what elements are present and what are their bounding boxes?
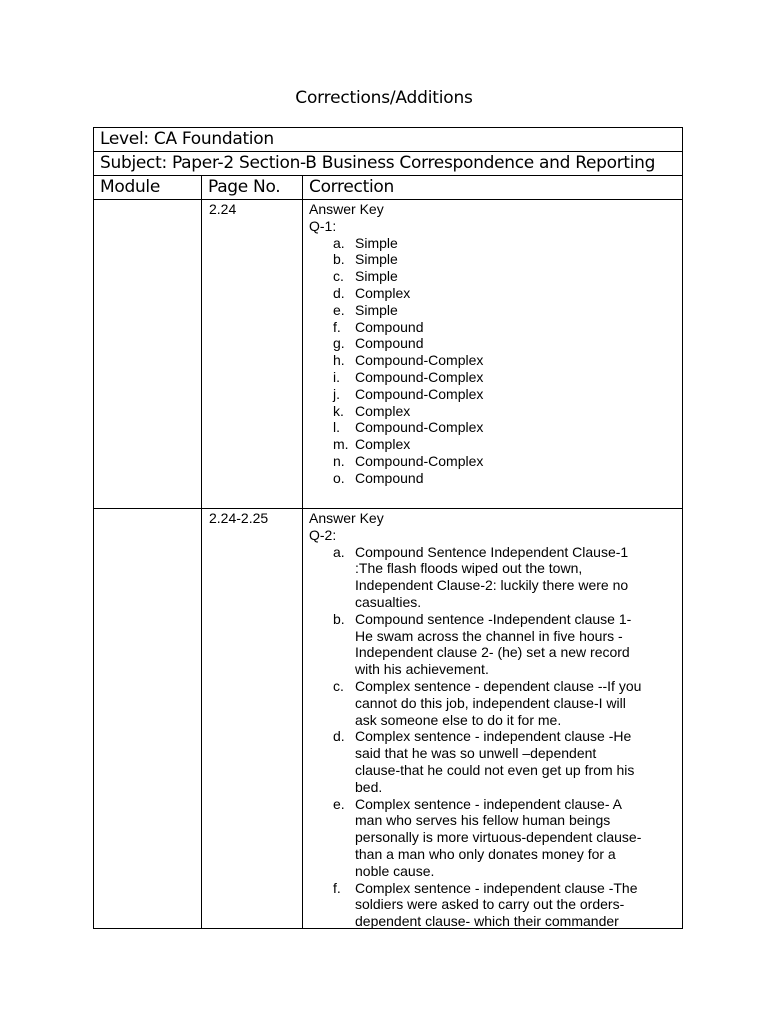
list-item bbox=[309, 728, 682, 795]
page-cell: 2.24-2.25 bbox=[202, 509, 303, 928]
list-item bbox=[309, 436, 682, 453]
answer-key-heading: Answer Key bbox=[309, 510, 384, 526]
item-text: Complex bbox=[355, 402, 411, 419]
list-item bbox=[309, 335, 682, 352]
list-item bbox=[309, 352, 682, 369]
item-text: Complex bbox=[355, 436, 411, 453]
list-item bbox=[309, 611, 682, 678]
list-item bbox=[309, 302, 682, 319]
list-item bbox=[309, 403, 682, 420]
page-cell: 2.24 bbox=[202, 200, 303, 508]
item-label: e. bbox=[333, 301, 345, 318]
list-item bbox=[309, 235, 682, 252]
list-item bbox=[309, 386, 682, 403]
list-item bbox=[309, 453, 682, 470]
item-text: Compound-Complex bbox=[355, 452, 484, 469]
list-item bbox=[309, 268, 682, 285]
item-text: Compound-Complex bbox=[355, 352, 484, 369]
list-item bbox=[309, 544, 682, 611]
list-item bbox=[309, 251, 682, 268]
item-label: c. bbox=[333, 268, 344, 285]
list-item bbox=[309, 419, 682, 436]
item-label: m. bbox=[333, 436, 349, 453]
item-label: a. bbox=[333, 234, 345, 251]
item-text: Compound-Complex bbox=[355, 385, 484, 402]
question-label: Q-2: bbox=[309, 526, 337, 543]
item-label: i. bbox=[333, 368, 340, 385]
item-text: Complex sentence - independent clause -He said that he was so unwell –dependent clause-that he could not even get up from his bed. bbox=[355, 728, 635, 795]
item-label: l. bbox=[333, 419, 340, 436]
column-header-page: Page No. bbox=[202, 176, 303, 199]
item-text: Simple bbox=[355, 268, 398, 285]
item-text: Compound-Complex bbox=[355, 419, 484, 436]
list-item bbox=[309, 319, 682, 336]
item-text: Complex sentence - independent clause- A man who serves his fellow human beings personally is more virtuous-dependent clause- than a man who only donates money for a noble cause. bbox=[355, 795, 642, 879]
level-row: Level: CA Foundation bbox=[94, 128, 682, 152]
column-header-correction: Correction bbox=[309, 177, 394, 197]
item-label: b. bbox=[333, 251, 345, 268]
item-text: Simple bbox=[355, 234, 398, 251]
question-label: Q-1: bbox=[309, 217, 337, 234]
table-row bbox=[94, 200, 682, 509]
item-label: h. bbox=[333, 352, 345, 369]
module-cell bbox=[94, 509, 202, 928]
answer-key-heading: Answer Key bbox=[309, 201, 384, 217]
item-label: j. bbox=[333, 385, 340, 402]
table-row bbox=[94, 509, 682, 928]
item-label: c. bbox=[333, 677, 344, 694]
column-header-row bbox=[94, 176, 682, 200]
corrections-table bbox=[93, 127, 683, 929]
answer-list bbox=[309, 544, 682, 930]
item-label: d. bbox=[333, 728, 345, 745]
item-label: a. bbox=[333, 543, 345, 560]
item-text: Simple bbox=[355, 301, 398, 318]
item-label: d. bbox=[333, 284, 345, 301]
item-text: Compound-Complex bbox=[355, 368, 484, 385]
item-text: Complex sentence - dependent clause --If you cannot do this job, independent clause-I will ask someone else to do it for me. bbox=[355, 677, 642, 728]
correction-cell bbox=[303, 509, 682, 928]
list-item bbox=[309, 678, 682, 728]
list-item bbox=[309, 470, 682, 487]
item-label: f. bbox=[333, 879, 341, 896]
item-text: Complex sentence - independent clause -The soldiers were asked to carry out the orders- dependent clause- which their commander bbox=[355, 879, 638, 930]
page-title: Corrections/Additions bbox=[295, 88, 473, 108]
item-text: Complex bbox=[355, 284, 411, 301]
item-label: e. bbox=[333, 795, 345, 812]
subject-row: Subject: Paper-2 Section-B Business Correspondence and Reporting bbox=[94, 152, 682, 176]
item-text: Compound Sentence Independent Clause-1 :The flash floods wiped out the town, Independent Clause-2: luckily there were no casualties. bbox=[355, 543, 629, 610]
item-text: Compound bbox=[355, 335, 424, 352]
item-label: n. bbox=[333, 452, 345, 469]
list-item bbox=[309, 285, 682, 302]
item-label: g. bbox=[333, 335, 345, 352]
list-item bbox=[309, 880, 682, 930]
item-label: b. bbox=[333, 610, 345, 627]
item-text: Compound bbox=[355, 318, 424, 335]
item-label: k. bbox=[333, 402, 344, 419]
correction-cell bbox=[303, 200, 682, 508]
answer-list bbox=[309, 235, 682, 487]
item-text: Simple bbox=[355, 251, 398, 268]
item-text: Compound bbox=[355, 469, 424, 486]
column-header-module: Module bbox=[94, 176, 202, 199]
item-text: Compound sentence -Independent clause 1- He swam across the channel in five hours - Independent clause 2- (he) set a new record with his achievement. bbox=[355, 610, 632, 678]
item-label: o. bbox=[333, 469, 345, 486]
module-cell bbox=[94, 200, 202, 508]
list-item bbox=[309, 796, 682, 880]
list-item bbox=[309, 369, 682, 386]
item-label: f. bbox=[333, 318, 341, 335]
